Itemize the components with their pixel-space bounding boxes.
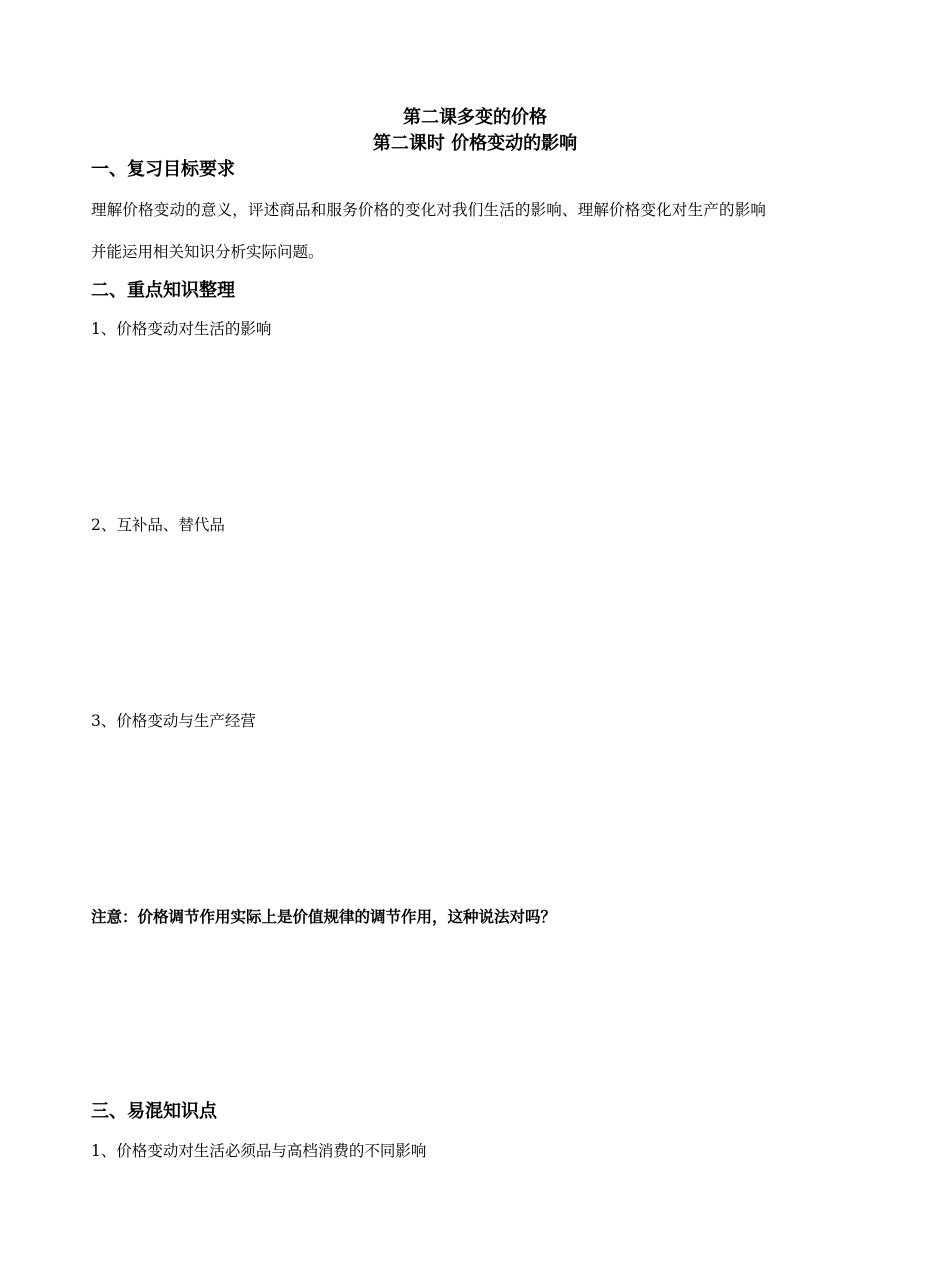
- section-heading-review-goals: 一、复习目标要求: [91, 159, 235, 180]
- confusing-points-item-1: 1、价格变动对生活必须品与高档消费的不同影响: [91, 1142, 427, 1160]
- document-title: 第二课多变的价格: [403, 107, 547, 128]
- key-knowledge-item-2: 2、互补品、替代品: [91, 516, 225, 534]
- document-subtitle: 第二课时 价格变动的影响: [372, 133, 578, 154]
- key-knowledge-item-3: 3、价格变动与生产经营: [91, 712, 256, 730]
- key-knowledge-item-1: 1、价格变动对生活的影响: [91, 320, 272, 338]
- attention-note: 注意：价格调节作用实际上是价值规律的调节作用，这种说法对吗？: [91, 908, 557, 926]
- section-heading-key-knowledge: 二、重点知识整理: [91, 280, 235, 301]
- review-goals-line-2: 并能运用相关知识分析实际问题。: [91, 243, 324, 261]
- review-goals-line-1: 理解价格变动的意义，评述商品和服务价格的变化对我们生活的影响、理解价格变化对生产的影响: [91, 201, 767, 219]
- section-heading-confusing-points: 三、易混知识点: [91, 1101, 217, 1122]
